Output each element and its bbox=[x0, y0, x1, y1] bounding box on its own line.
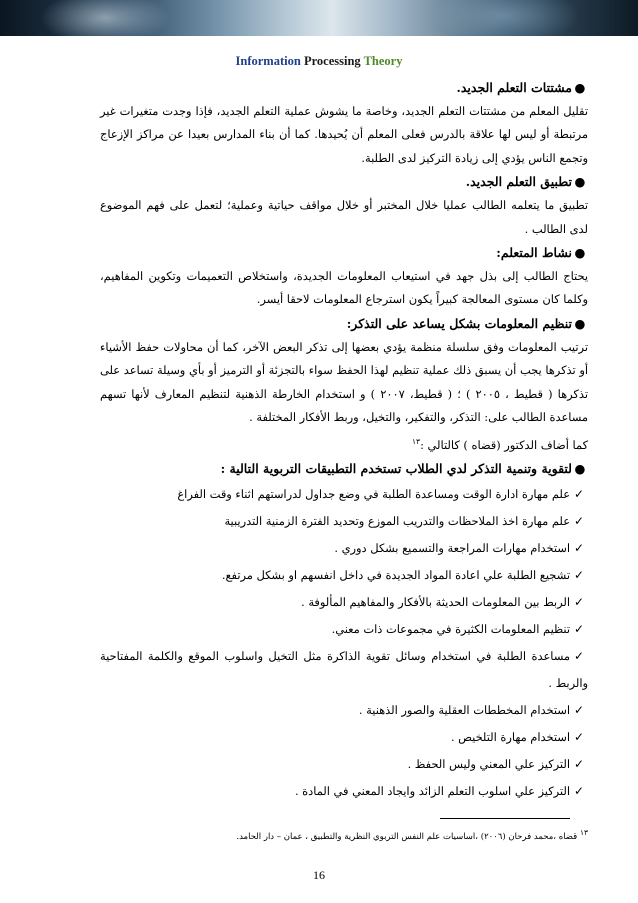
list-item: ✓علم مهارة اخذ الملاحظات والتدريب الموزع وتحديد الفترة الزمنية التدريبية bbox=[100, 508, 588, 535]
list-item: ✓استخدام مهارات المراجعة والتسميع بشكل دوري . bbox=[100, 535, 588, 562]
section-note-organizing: كما أضاف الدكتور (قضاه ) كالتالي :$^{١٣}$ bbox=[412, 436, 588, 452]
footnote-text: قضاه ،محمد فرحان (٢٠٠٦) ،اساسيات علم النفس التربوي النظرية والتطبيق ، عمان – دار الحامد. bbox=[236, 831, 578, 842]
section-heading-activity: ●نشاط المتعلم: bbox=[100, 241, 588, 265]
page-body bbox=[100, 76, 588, 805]
section-heading-memory-list: ●لتقوية وتنمية التذكر لدي الطلاب تستخدم التطبيقات التربوية التالية : bbox=[100, 457, 588, 481]
check-mark-icon: ✓ bbox=[573, 729, 585, 744]
banner-glow-left bbox=[40, 0, 170, 36]
bullet-icon: ● bbox=[574, 174, 586, 190]
list-item: ✓الربط بين المعلومات الحديثة بالأفكار والمفاهيم المألوفة . bbox=[100, 589, 588, 616]
list-item: ✓التركيز علي المعني وليس الحفظ . bbox=[100, 751, 588, 778]
section-heading-organizing: ●تنظيم المعلومات بشكل يساعد على التذكر: bbox=[100, 312, 588, 336]
footnote-ref: ١٣ bbox=[412, 436, 421, 446]
running-header bbox=[0, 54, 638, 69]
header-word-3: Theory bbox=[363, 54, 403, 68]
section-body-activity: يحتاج الطالب إلى بذل جهد في استيعاب المعلومات الجديدة، واستخلاص التعميمات وتكوين المفاهيم، وكلما كان مستوى المعالجة كبيراً يكون استرجاع المعلومات لاحقا أيسر. bbox=[100, 268, 588, 307]
list-item: ✓مساعدة الطلبة في استخدام وسائل تقوية الذاكرة مثل التخيل واسلوب الموقع والكلمة المفتاحية والربط . bbox=[100, 643, 588, 697]
section-body-organizing: ترتيب المعلومات وفق سلسلة منظمة يؤدي بعضها إلى تذكر البعض الآخر، كما أن محاولات حفظ الأشياء أو تذكرها يجب أن يسبق ذلك عملية تنظيم لهذا الحفظ سواء بالتجزئة أو الترميز أو بأي وسيلة تساعد على تذكرها ( قطيط ، ٢٠٠٥ ) ؛ ( قطيط، ٢٠٠٧ ) و استخدام الخارطة الذهنية لتنظيم المعارف لأنها تسهم مساعدة الطالب على: التذكر، والتفكير، والتخيل، وربط الأفكار المختلفة . bbox=[100, 339, 588, 425]
footnote-number: ١٣ bbox=[579, 828, 588, 837]
header-word-1: Information bbox=[235, 54, 301, 68]
list-item: ✓التركيز علي اسلوب التعلم الزائد وايجاد المعني في المادة . bbox=[100, 778, 588, 805]
check-mark-icon: ✓ bbox=[573, 621, 585, 636]
footnote bbox=[100, 826, 588, 844]
bullet-icon: ● bbox=[574, 80, 586, 95]
list-item: ✓علم مهارة ادارة الوقت ومساعدة الطلبة في وضع جداول لدراستهم اثناء وقت الفراغ bbox=[100, 481, 588, 508]
list-item: ✓تشجيع الطلبة علي اعادة المواد الجديدة في داخل انفسهم او بشكل مرتفع. bbox=[100, 562, 588, 589]
check-mark-icon: ✓ bbox=[573, 594, 585, 609]
header-banner-image bbox=[0, 0, 638, 36]
section-body-distractions: تقليل المعلم من مشتتات التعلم الجديد، وخاصة ما يشوش عملية التعلم الجديد، فإذا وجدت متغيرات غير مرتبطة أو ليس لها علاقة بالدرس فعلى المعلم أن يُحيدها. كما أن بناء المدارس بعيدا عن مراكز الإزعاج وتجمع الناس يؤدي إلى زيادة التركيز لدى الطلبة. bbox=[100, 103, 588, 165]
list-item: ✓تنظيم المعلومات الكثيرة في مجموعات ذات معني. bbox=[100, 616, 588, 643]
check-mark-icon: ✓ bbox=[573, 648, 585, 663]
header-word-2: Processing bbox=[303, 54, 361, 68]
section-heading-distractions: ●مشتتات التعلم الجديد. bbox=[100, 76, 588, 100]
check-mark-icon: ✓ bbox=[573, 567, 585, 582]
check-mark-icon: ✓ bbox=[573, 783, 585, 798]
check-mark-icon: ✓ bbox=[573, 756, 585, 771]
check-mark-icon: ✓ bbox=[573, 486, 585, 501]
section-heading-application: ●تطبيق التعلم الجديد. bbox=[100, 170, 588, 194]
memory-tips-list bbox=[100, 481, 588, 805]
footnote-divider bbox=[440, 818, 570, 819]
banner-glow-right bbox=[430, 0, 580, 36]
list-item: ✓استخدام مهارة التلخيص . bbox=[100, 724, 588, 751]
check-mark-icon: ✓ bbox=[573, 513, 585, 528]
check-mark-icon: ✓ bbox=[573, 702, 585, 717]
section-body-application: تطبيق ما يتعلمه الطالب عمليا خلال المختبر أو خلال مواقف حياتية وعملية؛ لتعمل على فهم الموضوع لدى الطالب . bbox=[100, 197, 588, 236]
list-item: ✓استخدام المخططات العقلية والصور الذهنية . bbox=[100, 697, 588, 724]
page-number: 16 bbox=[313, 868, 325, 882]
bullet-icon: ● bbox=[574, 461, 586, 477]
check-mark-icon: ✓ bbox=[573, 540, 585, 555]
bullet-icon: ● bbox=[574, 315, 586, 331]
bullet-icon: ● bbox=[574, 245, 586, 261]
